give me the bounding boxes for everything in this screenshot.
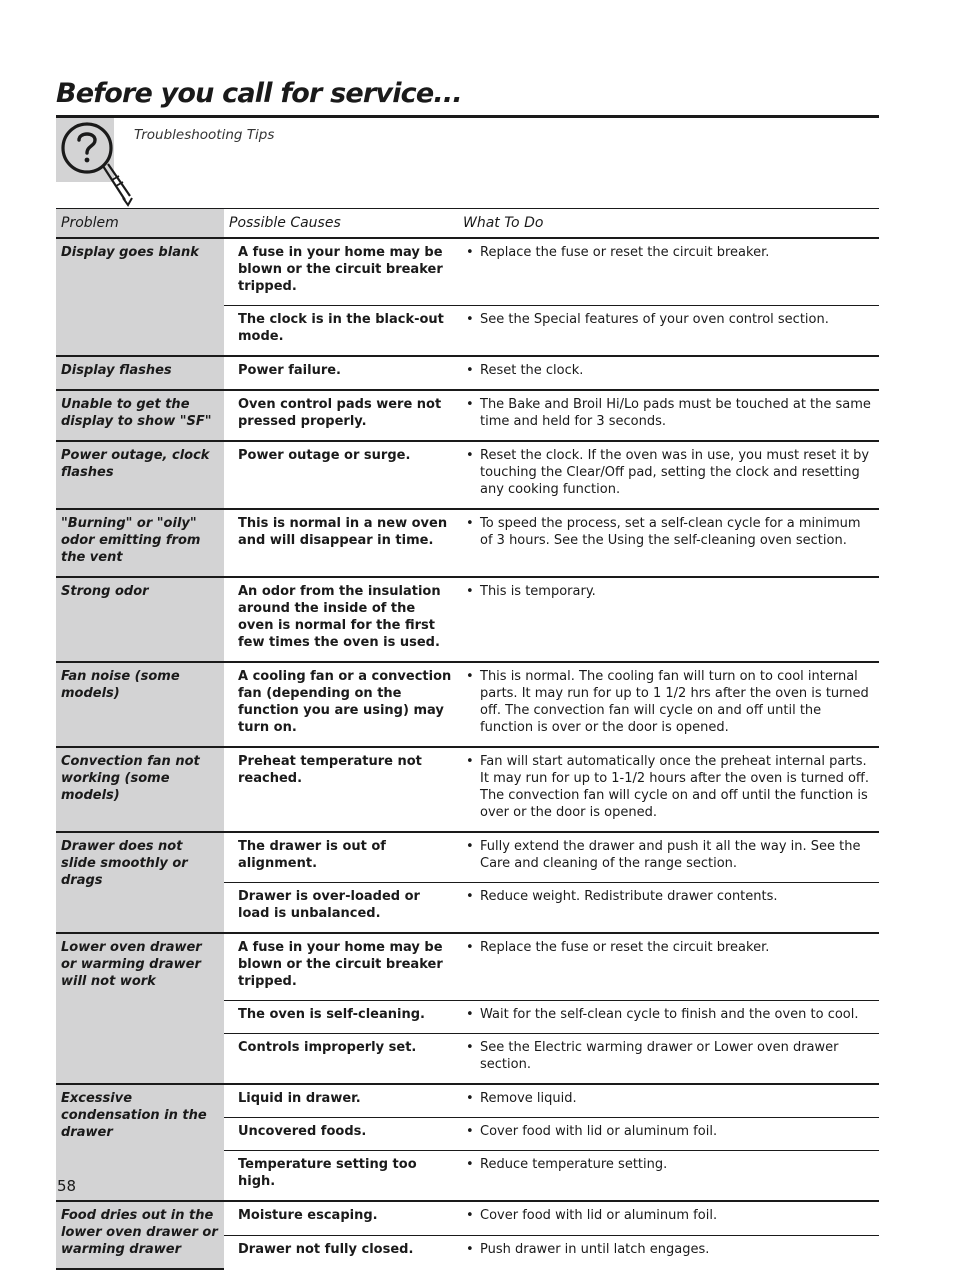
page-number: 58 bbox=[57, 1177, 77, 1195]
bullet-item bbox=[466, 888, 874, 905]
todo-text: Cover food with lid or aluminum foil. bbox=[480, 1124, 718, 1139]
todo-cell bbox=[458, 883, 879, 934]
bullet-item bbox=[466, 244, 874, 261]
bullet-item bbox=[466, 583, 874, 600]
table-row bbox=[56, 577, 879, 662]
problem-cell: Lower oven drawer or warming drawer will not work bbox=[56, 933, 224, 1084]
todo-text: This is temporary. bbox=[480, 584, 596, 599]
todo-cell bbox=[458, 1201, 879, 1236]
todo-text: Reduce temperature setting. bbox=[480, 1157, 668, 1172]
bullet-dot: • bbox=[466, 839, 474, 854]
problem-cell: Display goes blank bbox=[56, 238, 224, 356]
bullet-item bbox=[466, 1156, 874, 1173]
problem-cell: "Burning" or "oily" odor emitting from the vent bbox=[56, 509, 224, 577]
bullet-item bbox=[466, 515, 874, 549]
cause-cell: Oven control pads were not pressed properly. bbox=[224, 390, 458, 441]
bullet-dot: • bbox=[466, 669, 474, 684]
cause-cell: Controls improperly set. bbox=[224, 1034, 458, 1085]
cause-cell: The drawer is out of alignment. bbox=[224, 832, 458, 883]
bullet-dot: • bbox=[466, 312, 474, 327]
table-row bbox=[56, 747, 879, 832]
cause-cell: This is normal in a new oven and will disappear in time. bbox=[224, 509, 458, 577]
todo-text: Cover food with lid or aluminum foil. bbox=[480, 1208, 718, 1223]
bullet-dot: • bbox=[466, 1007, 474, 1022]
problem-cell: Excessive condensation in the drawer bbox=[56, 1084, 224, 1201]
bullet-dot: • bbox=[466, 940, 474, 955]
cause-cell: The clock is in the black-out mode. bbox=[224, 306, 458, 357]
cause-cell: Power outage or surge. bbox=[224, 441, 458, 509]
bullet-dot: • bbox=[466, 1040, 474, 1055]
bullet-item bbox=[466, 311, 874, 328]
bullet-item bbox=[466, 362, 874, 379]
header-causes: Possible Causes bbox=[224, 209, 458, 239]
todo-text: Remove liquid. bbox=[480, 1091, 577, 1106]
todo-text: Reset the clock. If the oven was in use, you must reset it by touching the Clear/Off pad, setting the clock and resetting any cooking function. bbox=[480, 448, 870, 497]
bullet-dot: • bbox=[466, 397, 474, 412]
todo-cell bbox=[458, 441, 879, 509]
title-rule bbox=[56, 115, 879, 118]
bullet-item bbox=[466, 1207, 874, 1224]
todo-cell bbox=[458, 1084, 879, 1118]
cause-cell: Moisture escaping. bbox=[224, 1201, 458, 1236]
todo-cell bbox=[458, 832, 879, 883]
table-row bbox=[56, 238, 879, 306]
problem-cell: Power outage, clock flashes bbox=[56, 441, 224, 509]
cause-cell: A fuse in your home may be blown or the circuit breaker tripped. bbox=[224, 238, 458, 306]
cause-cell: Uncovered foods. bbox=[224, 1118, 458, 1151]
table-row bbox=[56, 356, 879, 390]
bullet-dot: • bbox=[466, 1091, 474, 1106]
bullet-dot: • bbox=[466, 754, 474, 769]
todo-cell bbox=[458, 306, 879, 357]
bullet-dot: • bbox=[466, 516, 474, 531]
header-problem: Problem bbox=[56, 209, 224, 239]
bullet-dot: • bbox=[466, 1242, 474, 1257]
table-row bbox=[56, 509, 879, 577]
bullet-item bbox=[466, 668, 874, 736]
table-row bbox=[56, 1084, 879, 1118]
todo-text: Fan will start automatically once the preheat internal parts. It may run for up to 1-1/2 hours after the oven is turned off. The convection fan will cycle on and off until the function is over or the door is opened. bbox=[480, 754, 869, 820]
header-what-to-do: What To Do bbox=[458, 209, 879, 239]
bullet-item bbox=[466, 1123, 874, 1140]
table-row bbox=[56, 832, 879, 883]
todo-text: See the Electric warming drawer or Lower oven drawer section. bbox=[480, 1040, 839, 1072]
cause-cell: An odor from the insulation around the inside of the oven is normal for the first few times the oven is used. bbox=[224, 577, 458, 662]
todo-text: Fully extend the drawer and push it all the way in. See the Care and cleaning of the range section. bbox=[480, 839, 861, 871]
table-body bbox=[56, 238, 879, 1269]
bullet-item bbox=[466, 939, 874, 956]
todo-text: Reduce weight. Redistribute drawer contents. bbox=[480, 889, 778, 904]
problem-cell: Drawer does not slide smoothly or drags bbox=[56, 832, 224, 933]
problem-cell: Display flashes bbox=[56, 356, 224, 390]
todo-cell bbox=[458, 238, 879, 306]
bullet-dot: • bbox=[466, 1157, 474, 1172]
cause-cell: Preheat temperature not reached. bbox=[224, 747, 458, 832]
todo-text: See the Special features of your oven control section. bbox=[480, 312, 829, 327]
bullet-item bbox=[466, 1090, 874, 1107]
bullet-dot: • bbox=[466, 448, 474, 463]
cause-cell: Drawer not fully closed. bbox=[238, 1242, 414, 1257]
table-row bbox=[56, 1201, 879, 1236]
cause-cell: The oven is self-cleaning. bbox=[224, 1001, 458, 1034]
todo-cell bbox=[458, 577, 879, 662]
table-row bbox=[56, 933, 879, 1001]
todo-cell bbox=[458, 662, 879, 747]
bullet-dot: • bbox=[466, 889, 474, 904]
todo-text: Wait for the self-clean cycle to finish and the oven to cool. bbox=[480, 1007, 859, 1022]
problem-cell: Unable to get the display to show "SF" bbox=[56, 390, 224, 441]
page-title: Before you call for service... bbox=[56, 78, 462, 109]
cause-cell: Power failure. bbox=[224, 356, 458, 390]
todo-cell bbox=[458, 1236, 879, 1270]
todo-text: Replace the fuse or reset the circuit breaker. bbox=[480, 940, 770, 955]
problem-cell: Food dries out in the lower oven drawer or warming drawer bbox=[56, 1201, 224, 1269]
todo-cell bbox=[458, 1001, 879, 1034]
table-row bbox=[56, 662, 879, 747]
table-row bbox=[56, 390, 879, 441]
bullet-item bbox=[466, 1006, 874, 1023]
bullet-item bbox=[466, 1241, 874, 1258]
table-row bbox=[56, 441, 879, 509]
todo-text: This is normal. The cooling fan will turn on to cool internal parts. It may run for up to 1 1/2 hrs after the oven is turned off. The convection fan will cycle on and off until the function is over or the door is opened. bbox=[480, 669, 869, 735]
cause-cell: A cooling fan or a convection fan (depending on the function you are using) may turn on. bbox=[224, 662, 458, 747]
bullet-item bbox=[466, 1039, 874, 1073]
cause-cell: Temperature setting too high. bbox=[224, 1151, 458, 1202]
cause-cell: A fuse in your home may be blown or the circuit breaker tripped. bbox=[224, 933, 458, 1001]
bullet-dot: • bbox=[466, 1208, 474, 1223]
todo-cell bbox=[458, 1151, 879, 1202]
bullet-item bbox=[466, 396, 874, 430]
problem-cell: Fan noise (some models) bbox=[56, 662, 224, 747]
cause-cell: Liquid in drawer. bbox=[224, 1084, 458, 1118]
todo-text: The Bake and Broil Hi/Lo pads must be touched at the same time and held for 3 seconds. bbox=[480, 397, 871, 429]
troubleshooting-table bbox=[56, 208, 879, 1270]
todo-cell bbox=[458, 1118, 879, 1151]
page-subtitle: Troubleshooting Tips bbox=[134, 127, 275, 143]
bullet-dot: • bbox=[466, 245, 474, 260]
bullet-dot: • bbox=[466, 1124, 474, 1139]
table-header-row bbox=[56, 209, 879, 239]
todo-cell bbox=[458, 390, 879, 441]
bullet-dot: • bbox=[466, 584, 474, 599]
cause-cell: Drawer is over-loaded or load is unbalanced. bbox=[224, 883, 458, 934]
todo-text: Reset the clock. bbox=[480, 363, 584, 378]
todo-text: To speed the process, set a self-clean cycle for a minimum of 3 hours. See the Using the self-cleaning oven section. bbox=[480, 516, 861, 548]
problem-cell: Strong odor bbox=[56, 577, 224, 662]
todo-text: Push drawer in until latch engages. bbox=[480, 1242, 710, 1257]
question-magnifier-icon bbox=[56, 118, 136, 210]
bullet-item bbox=[466, 447, 874, 498]
todo-cell bbox=[458, 747, 879, 832]
todo-text: Replace the fuse or reset the circuit breaker. bbox=[480, 245, 770, 260]
bullet-item bbox=[466, 753, 874, 821]
todo-cell bbox=[458, 1034, 879, 1085]
bullet-dot: • bbox=[466, 363, 474, 378]
todo-cell bbox=[458, 933, 879, 1001]
todo-cell bbox=[458, 356, 879, 390]
bullet-item bbox=[466, 838, 874, 872]
todo-cell bbox=[458, 509, 879, 577]
problem-cell: Convection fan not working (some models) bbox=[56, 747, 224, 832]
